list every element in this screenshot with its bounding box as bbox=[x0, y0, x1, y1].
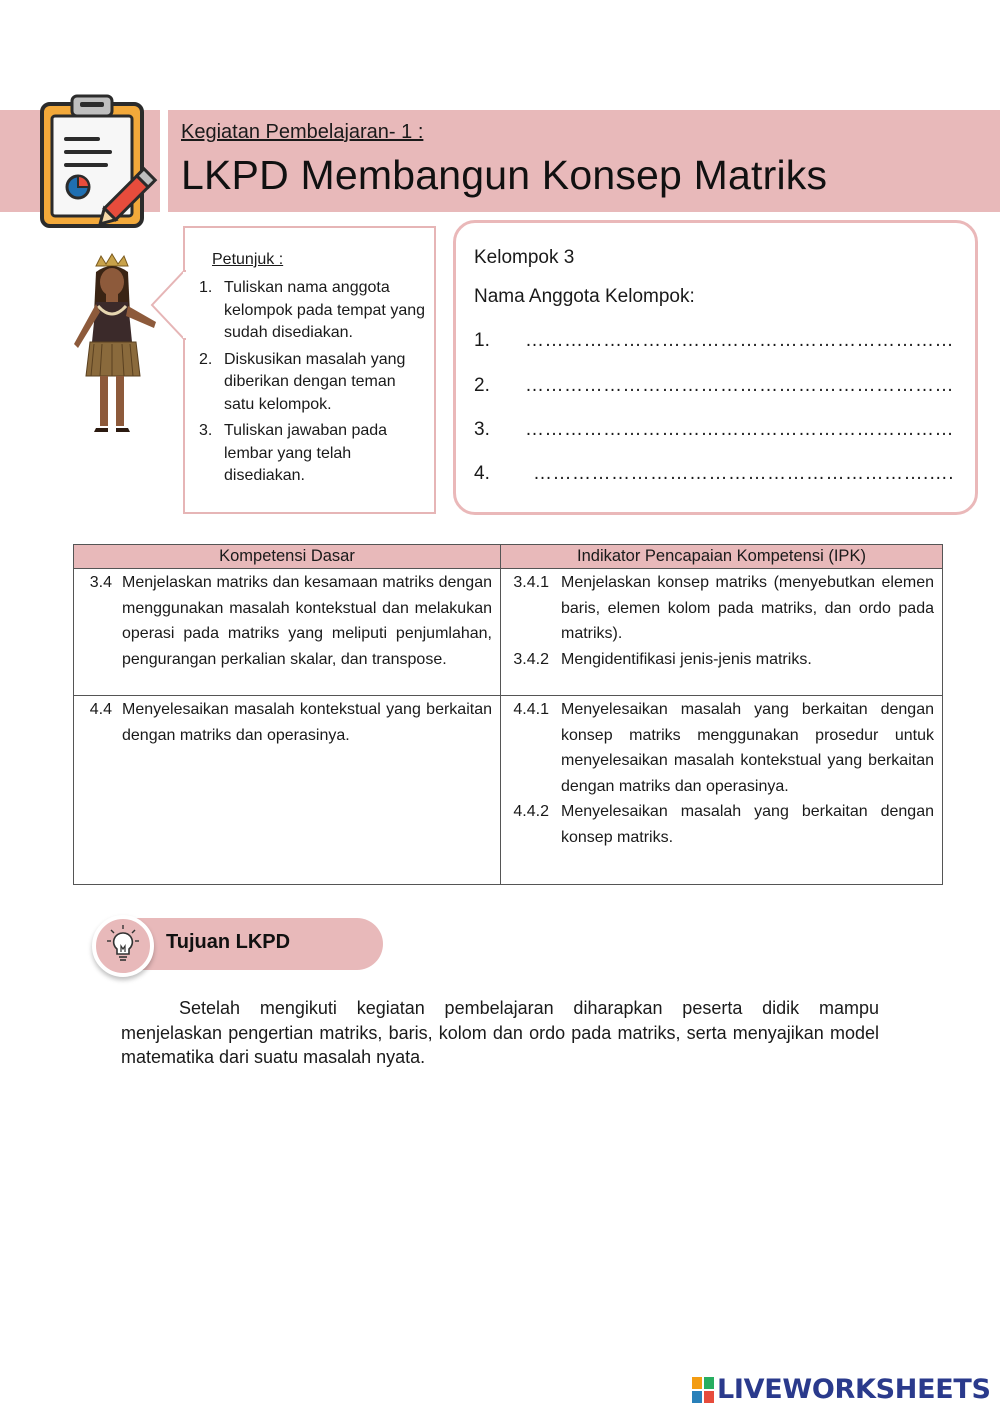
table-header-kd: Kompetensi Dasar bbox=[74, 545, 501, 569]
activity-label: Kegiatan Pembelajaran- 1 : bbox=[181, 121, 424, 143]
liveworksheets-logo[interactable] bbox=[692, 1374, 991, 1405]
instruction-item: 1. Tuliskan nama anggota kelompok pada tempat yang sudah disediakan. bbox=[199, 279, 426, 341]
liveworksheets-badge-icon bbox=[692, 1377, 714, 1403]
member-field-3[interactable]: 3. ………………………………………………………… bbox=[474, 419, 954, 440]
instructions-list bbox=[199, 277, 429, 492]
clipboard-icon bbox=[38, 94, 166, 230]
kd-cell: 3.4 Menjelaskan matriks dan kesamaan matriks dengan menggunakan masalah kontekstual dan melakukan operasi pada matriks yang meliputi penjumlahan, pengurangan perkalian skalar, dan transpose. bbox=[74, 569, 501, 696]
member-field-1[interactable]: 1. ………………………………………………………… bbox=[474, 330, 954, 351]
group-name: Kelompok 3 bbox=[474, 247, 575, 268]
table-row bbox=[74, 696, 943, 885]
objective-title: Tujuan LKPD bbox=[166, 931, 291, 953]
instruction-item: 3. Tuliskan jawaban pada lembar yang telah disediakan. bbox=[199, 422, 388, 484]
table-header-ipk: Indikator Pencapaian Kompetensi (IPK) bbox=[501, 545, 943, 569]
ipk-cell: 4.4.1 Menyelesaikan masalah yang berkaitan dengan konsep matriks menggunakan prosedur untuk menyelesaikan masalah kontekstual yang berkaitan dengan matriks dan operasinya. 4.4.2 Menyelesaikan masalah yang berkaitan dengan konsep matriks. bbox=[501, 696, 943, 885]
competency-table bbox=[73, 544, 943, 885]
brand-name: LIVEWORKSHEETS bbox=[717, 1374, 991, 1405]
objective-text: Setelah mengikuti kegiatan pembelajaran diharapkan peserta didik mampu menjelaskan pengertian matriks, baris, kolom dan ordo pada matriks, serta menyajikan model matematika dari suatu masalah nyata. bbox=[121, 998, 879, 1067]
page-title: LKPD Membangun Konsep Matriks bbox=[181, 152, 828, 198]
member-field-2[interactable]: 2. ………………………………………………………… bbox=[474, 375, 954, 396]
ipk-cell: 3.4.1 Menjelaskan konsep matriks (menyebutkan elemen baris, elemen kolom pada matriks, dan ordo pada matriks). 3.4.2 Mengidentifikasi jenis-jenis matriks. bbox=[501, 569, 943, 696]
lightbulb-icon bbox=[96, 919, 150, 973]
objective-badge bbox=[92, 915, 154, 977]
speech-pointer bbox=[150, 270, 190, 340]
instructions-title: Petunjuk : bbox=[212, 251, 284, 268]
member-field-4[interactable]: 4. …………………………………………………….…. bbox=[474, 463, 954, 484]
members-label: Nama Anggota Kelompok: bbox=[474, 286, 695, 307]
kd-cell: 4.4 Menyelesaikan masalah kontekstual yang berkaitan dengan matriks dan operasinya. bbox=[74, 696, 501, 885]
instruction-item: 2. Diskusikan masalah yang diberikan dengan teman satu kelompok. bbox=[199, 350, 406, 413]
table-row bbox=[74, 569, 943, 696]
